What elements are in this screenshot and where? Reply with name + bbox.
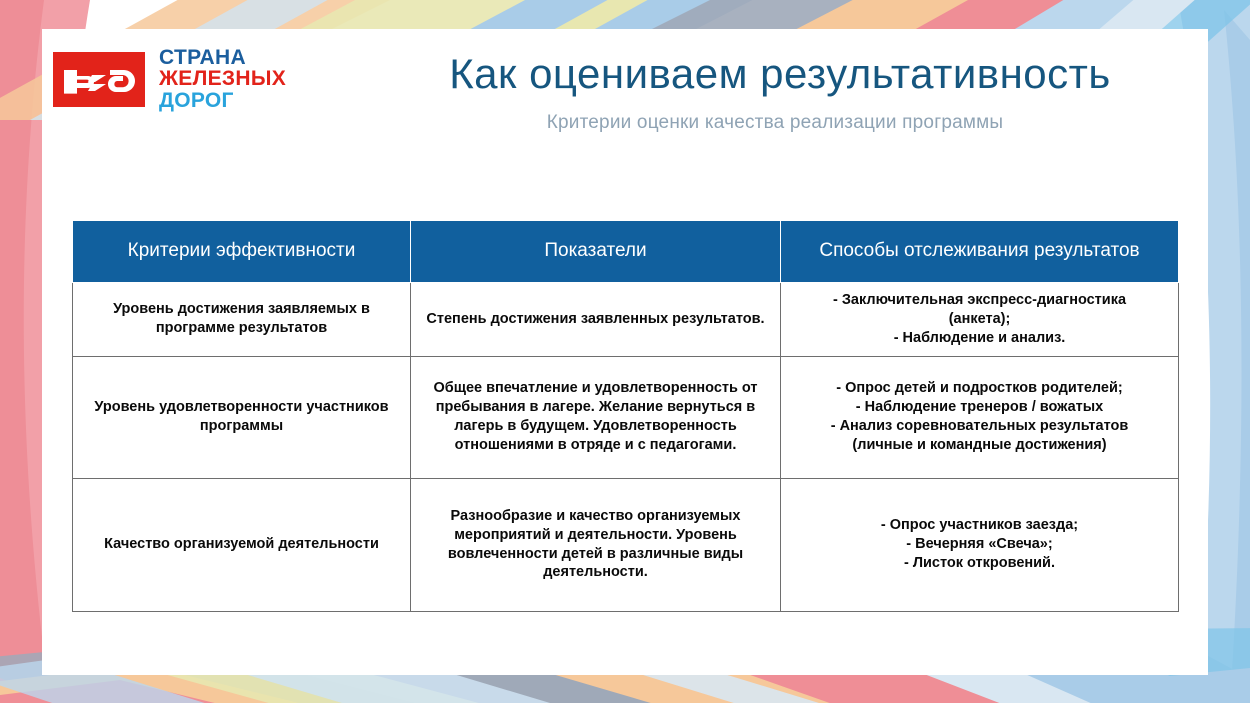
logo-line-1: СТРАНА: [159, 46, 246, 69]
cell-indicator: Степень достижения заявленных результатов.: [411, 283, 781, 357]
table-row: [73, 478, 1179, 611]
cell-criterion: Качество организуемой деятельности: [73, 478, 411, 611]
table-row: [73, 283, 1179, 357]
cell-indicator: Разнообразие и качество организуемых мероприятий и деятельности. Уровень вовлеченности детей в различные виды деятельности.: [411, 478, 781, 611]
column-header-tracking: Способы отслеживания результатов: [781, 221, 1179, 283]
column-header-criteria: Критерии эффективности: [73, 221, 411, 283]
cell-tracking: [781, 478, 1179, 611]
cell-tracking: [781, 356, 1179, 478]
tracking-line: - Опрос участников заезда;: [880, 517, 1079, 534]
cell-criterion: Уровень достижения заявляемых в программе результатов: [73, 283, 411, 357]
tracking-line: - Заключительная экспресс-диагностика: [832, 292, 1127, 308]
evaluation-table: [72, 220, 1179, 612]
slide-subtitle: Критерии оценки качества реализации программы: [546, 112, 1004, 133]
logo-line-2: ЖЕЛЕЗНЫХ: [159, 67, 287, 91]
tracking-line: (анкета);: [948, 310, 1011, 327]
table-header-row: [73, 221, 1179, 283]
tracking-line: - Листок откровений.: [903, 554, 1056, 571]
logo-line-3: ДОРОГ: [159, 88, 234, 112]
evaluation-table-wrapper: [72, 220, 1178, 612]
brand-logo: [53, 47, 286, 111]
tracking-line: - Вечерняя «Свеча»;: [906, 536, 1053, 553]
cell-indicator: Общее впечатление и удовлетворенность от пребывания в лагере. Желание вернуться в лагерь в будущем. Удовлетворенность отношениями в отряде и с педагогами.: [411, 356, 781, 478]
tracking-line: - Наблюдение тренеров / вожатых: [855, 399, 1104, 416]
tracking-line: - Опрос детей и подростков родителей;: [836, 380, 1123, 397]
slide-title: Как оцениваем результативность: [449, 50, 1111, 97]
tracking-line: - Анализ соревновательных результатов: [830, 418, 1129, 435]
cell-tracking: [781, 283, 1179, 357]
column-header-indicators: Показатели: [411, 221, 781, 283]
table-row: [73, 356, 1179, 478]
tracking-line: (личные и командные достижения): [852, 436, 1107, 453]
cell-criterion: Уровень удовлетворенности участников программы: [73, 356, 411, 478]
tracking-line: - Наблюдение и анализ.: [893, 329, 1066, 346]
rzd-logo-icon: [53, 52, 145, 107]
